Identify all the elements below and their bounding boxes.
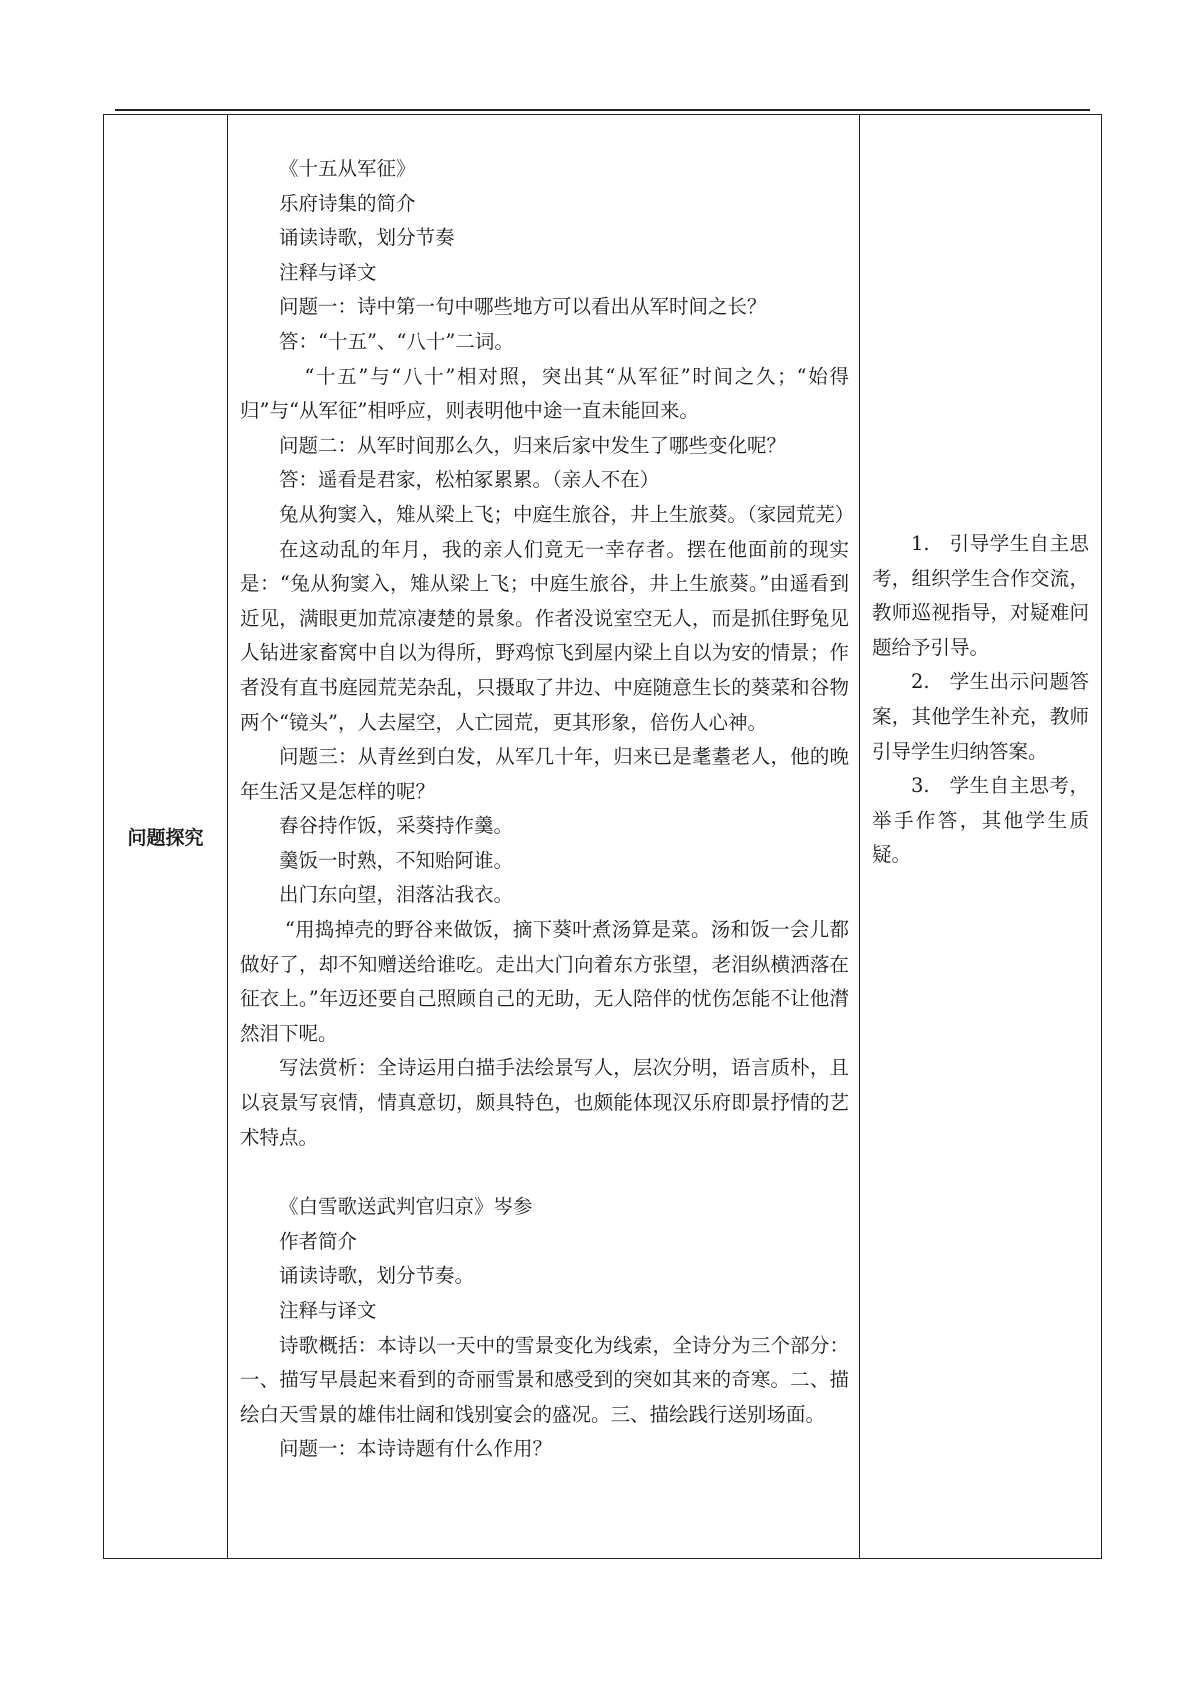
content-paragraph: 注释与译文 <box>279 260 377 284</box>
table-row <box>104 115 1102 1559</box>
question-paragraph: 问题一：本诗诗题有什么作用？ <box>279 1437 553 1461</box>
side-note: 3. 学生自主思考，举手作答，其他学生质疑。 <box>872 774 1089 867</box>
answer-paragraph: 答：遥看是君家，松柏冢累累。（亲人不在） <box>279 468 660 492</box>
row-label-cell <box>104 115 228 1559</box>
content-body <box>228 115 859 1467</box>
content-paragraph: 舂谷持作饭，采葵持作羹。 <box>279 814 514 838</box>
content-paragraph: “用捣掉壳的野谷来做饭，摘下葵叶煮汤算是菜。汤和饭一会儿都做好了，却不知赠送给谁吃。走出大门向着东方张望，老泪纵横洒落在征衣上。”年迈还要自己照顾自己的无助，无人陪伴的忧伤怎能不让他潸然泪下呢。 <box>240 918 849 1045</box>
content-paragraph: 注释与译文 <box>279 1299 377 1322</box>
lesson-plan-table <box>103 114 1102 1559</box>
content-cell <box>228 115 860 1559</box>
row-label: 问题探究 <box>127 827 204 849</box>
side-note: 1. 引导学生自主思考，组织学生合作交流，教师巡视指导，对疑难问题给予引导。 <box>872 532 1089 659</box>
poem-title: 《十五从军征》 <box>279 157 416 180</box>
side-notes-cell <box>860 115 1102 1559</box>
question-paragraph: 问题二：从军时间那么久，归来后家中发生了哪些变化呢？ <box>279 433 787 457</box>
content-paragraph: 出门东向望，泪落沾我衣。 <box>279 883 514 907</box>
header-rule <box>115 109 1090 111</box>
content-paragraph: 诵读诗歌，划分节奏 <box>279 226 455 250</box>
content-paragraph: 乐府诗集的简介 <box>279 191 416 215</box>
content-paragraph: 写法赏析：全诗运用白描手法绘景写人，层次分明，语言质朴，且以哀景写哀情，情真意切，颇具特色，也颇能体现汉乐府即景抒情的艺术特点。 <box>240 1056 849 1149</box>
answer-paragraph: 答：“十五”、“八十”二词。 <box>279 329 514 353</box>
side-notes <box>860 115 1101 873</box>
content-paragraph: 诗歌概括：本诗以一天中的雪景变化为线索，全诗分为三个部分：一、描写早晨起来看到的奇丽雪景和感受到的突如其来的奇寒。二、描绘白天雪景的雄伟壮阔和饯别宴会的盛况。三、描绘践行送别场面。 <box>240 1333 849 1426</box>
content-paragraph: 在这动乱的年月，我的亲人们竟无一幸存者。摆在他面前的现实是：“兔从狗窦入，雉从梁上飞；中庭生旅谷，井上生旅葵。”由遥看到近见，满眼更加荒凉凄楚的景象。作者没说室空无人，而是抓住野兔见人钻进家畜窝中自以为得所，野鸡惊飞到屋内梁上自以为安的情景；作者没有直书庭园荒芜杂乱，只摄取了井边、中庭随意生长的葵菜和谷物两个“镜头”，人去屋空，人亡园荒，更其形象，倍伤人心神。 <box>240 537 849 734</box>
side-note: 2. 学生出示问题答案，其他学生补充，教师引导学生归纳答案。 <box>872 670 1089 763</box>
content-paragraph: 诵读诗歌，划分节奏。 <box>279 1264 475 1288</box>
content-paragraph: “十五”与“八十”相对照，突出其“从军征”时间之久；“始得归”与“从军征”相呼应，则表明他中途一直未能回来。 <box>240 364 849 423</box>
content-paragraph: 兔从狗窦入，雉从梁上飞；中庭生旅谷，井上生旅葵。（家园荒芜） <box>279 502 855 526</box>
poem-title: 《白雪歌送武判官归京》岑参 <box>279 1195 533 1219</box>
question-paragraph: 问题一：诗中第一句中哪些地方可以看出从军时间之长？ <box>279 295 767 319</box>
content-paragraph: 作者简介 <box>279 1229 358 1253</box>
content-paragraph: 羹饭一时熟，不知贻阿谁。 <box>279 848 514 872</box>
question-paragraph: 问题三：从青丝到白发，从军几十年，归来已是耄耋老人，他的晚年生活又是怎样的呢？ <box>240 745 849 803</box>
